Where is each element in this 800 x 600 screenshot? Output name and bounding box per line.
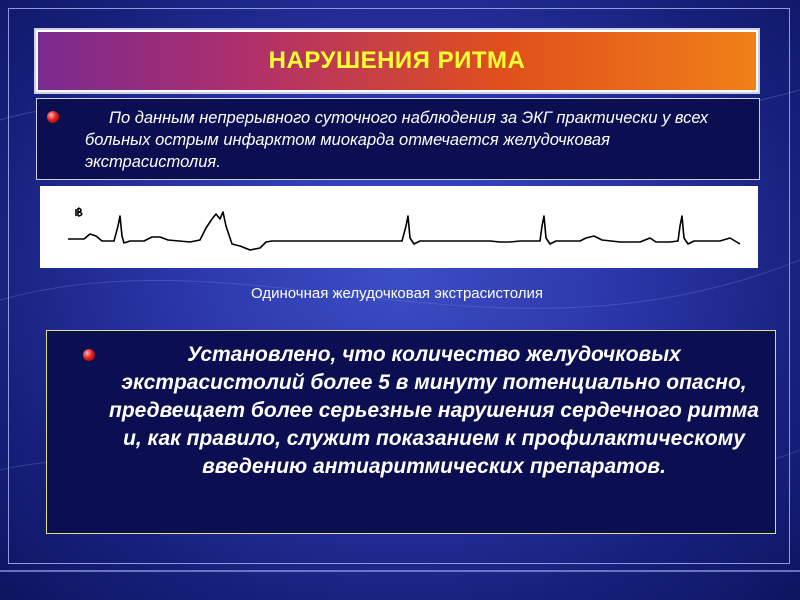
bottom-divider xyxy=(0,570,800,572)
title-banner xyxy=(36,30,758,92)
bullet-icon xyxy=(47,111,59,123)
info-box-2 xyxy=(46,330,776,534)
info-box-1 xyxy=(36,98,760,180)
ecg-trace xyxy=(40,186,758,268)
ecg-image xyxy=(40,186,758,268)
paragraph-2: Установлено, что количество желудочковых экстрасистолий более 5 в минуту потенциально опасно, предвещает более серьезные нарушения сердечного ритма и, как правило, служит показанием к профилактическому введению антиаритмических препаратов. xyxy=(109,343,759,478)
ecg-caption: Одиночная желудочковая экстрасистолия xyxy=(250,285,543,302)
bullet-icon xyxy=(83,349,95,361)
paragraph-1: По данным непрерывного суточного наблюдения за ЭКГ практически у всех больных острым инфарктом миокарда отмечается желудочковая экстрасистолия. xyxy=(85,109,709,171)
page-title: НАРУШЕНИЯ РИТМА xyxy=(268,47,526,74)
